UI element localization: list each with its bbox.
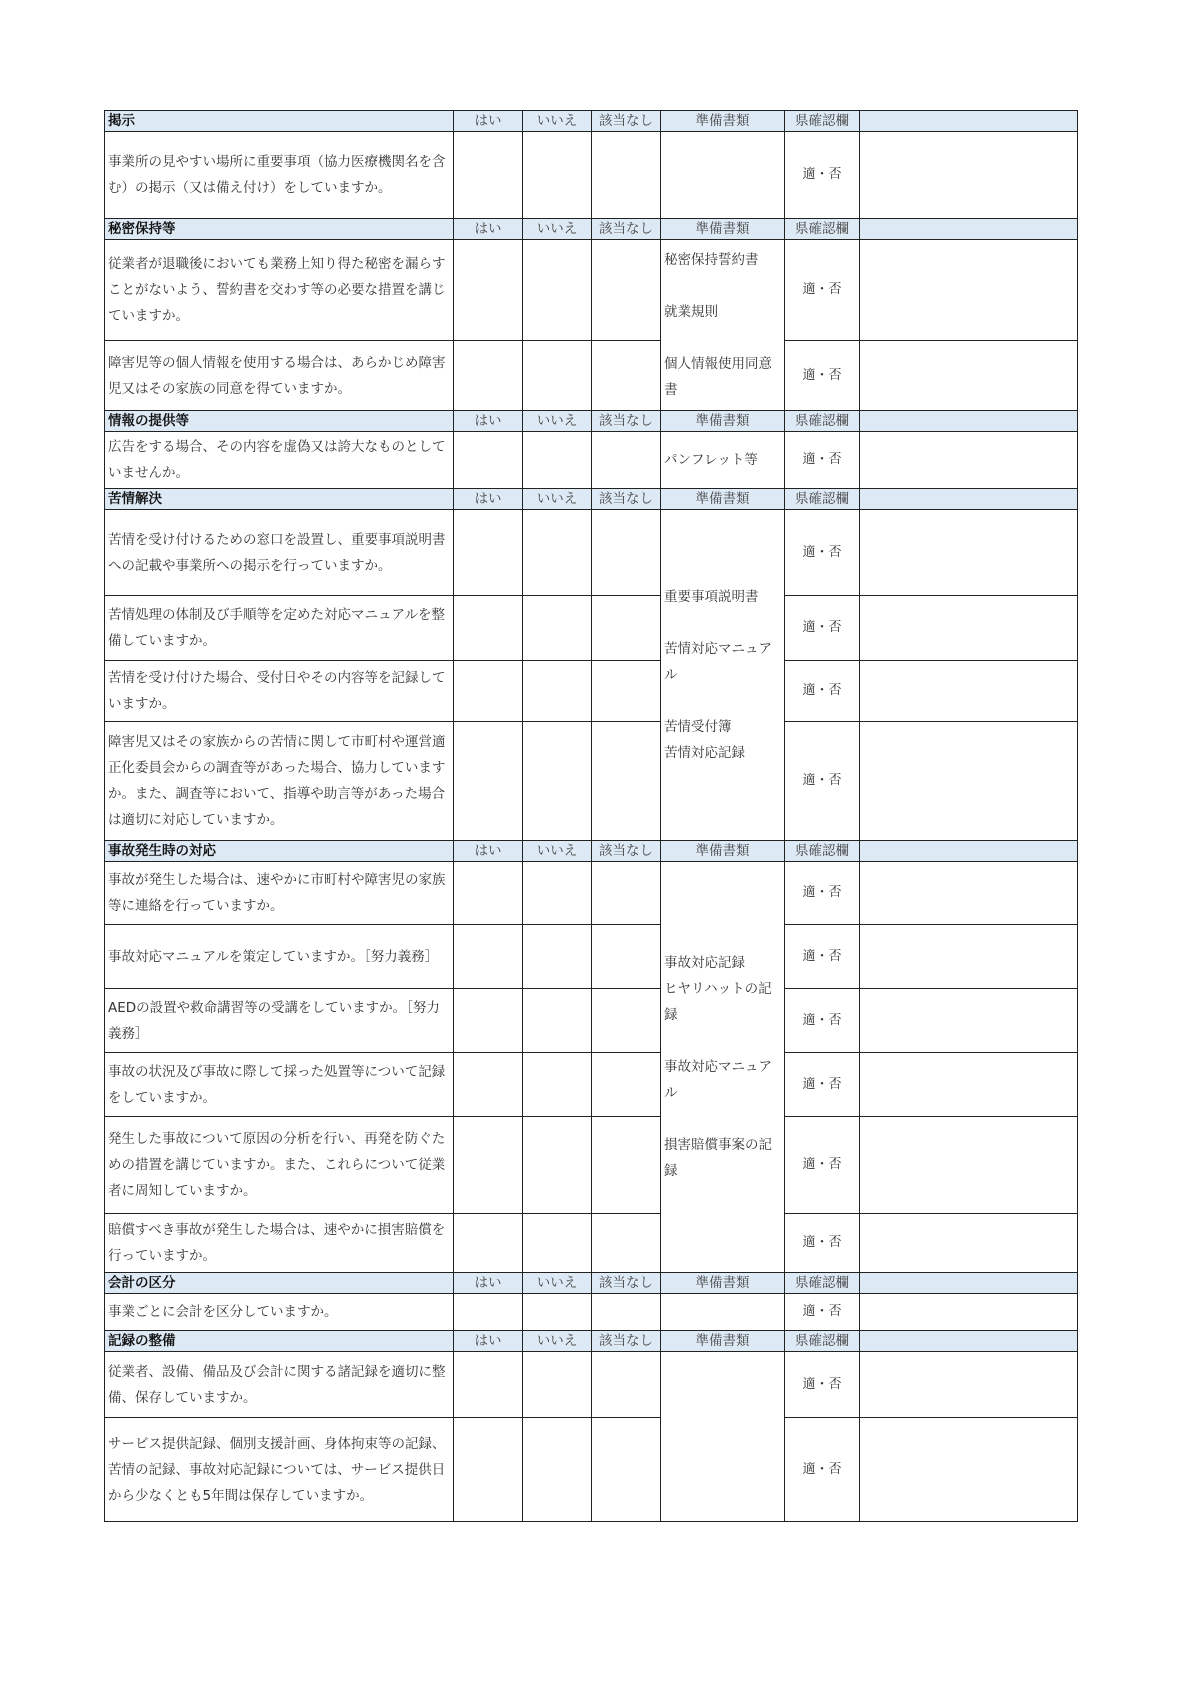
header-no: いいえ xyxy=(523,111,592,132)
question-text: 事故が発生した場合は、速やかに市町村や障害児の家族等に連絡を行っていますか。 xyxy=(105,862,454,925)
header-documents: 準備書類 xyxy=(661,1273,785,1294)
header-no: いいえ xyxy=(523,841,592,862)
header-remarks xyxy=(860,489,1078,510)
remarks-cell[interactable] xyxy=(860,432,1078,489)
no-cell[interactable] xyxy=(523,240,592,341)
remarks-cell[interactable] xyxy=(860,1053,1078,1117)
required-documents: 重要事項説明書 苦情対応マニュアル 苦情受付簿 苦情対応記録 xyxy=(661,510,785,841)
required-documents: 秘密保持誓約書 就業規則 個人情報使用同意書 xyxy=(661,240,785,411)
section-header-row xyxy=(105,489,1078,510)
yes-cell[interactable] xyxy=(454,510,523,596)
table-row xyxy=(105,925,1078,989)
header-no: いいえ xyxy=(523,1273,592,1294)
header-remarks xyxy=(860,841,1078,862)
table-row xyxy=(105,510,1078,596)
table-row xyxy=(105,1294,1078,1331)
remarks-cell[interactable] xyxy=(860,1214,1078,1273)
header-not-applicable: 該当なし xyxy=(592,489,661,510)
no-cell[interactable] xyxy=(523,432,592,489)
header-not-applicable: 該当なし xyxy=(592,1273,661,1294)
header-prefecture-check: 県確認欄 xyxy=(785,219,860,240)
no-cell[interactable] xyxy=(523,722,592,841)
header-remarks xyxy=(860,219,1078,240)
question-text: サービス提供記録、個別支援計画、身体拘束等の記録、苦情の記録、事故対応記録については、サービス提供日から少なくとも5年間は保存していますか。 xyxy=(105,1418,454,1522)
prefecture-check[interactable]: 適・否 xyxy=(785,1352,860,1418)
no-cell[interactable] xyxy=(523,1117,592,1214)
section-title: 苦情解決 xyxy=(105,489,454,510)
question-text: 発生した事故について原因の分析を行い、再発を防ぐための措置を講じていますか。また、これらについて従業者に周知していますか。 xyxy=(105,1117,454,1214)
required-documents: パンフレット等 xyxy=(661,432,785,489)
yes-cell[interactable] xyxy=(454,132,523,219)
self-inspection-table xyxy=(104,110,1078,1522)
prefecture-check[interactable]: 適・否 xyxy=(785,1294,860,1331)
question-text: 障害児又はその家族からの苦情に関して市町村や運営適正化委員会からの調査等があった場合、協力していますか。また、調査等において、指導や助言等があった場合は適切に対応していますか。 xyxy=(105,722,454,841)
header-documents: 準備書類 xyxy=(661,219,785,240)
header-prefecture-check: 県確認欄 xyxy=(785,411,860,432)
table-row xyxy=(105,132,1078,219)
header-yes: はい xyxy=(454,111,523,132)
not-applicable-cell[interactable] xyxy=(592,1352,661,1418)
yes-cell[interactable] xyxy=(454,240,523,341)
table-row xyxy=(105,341,1078,411)
header-remarks xyxy=(860,411,1078,432)
section-title: 事故発生時の対応 xyxy=(105,841,454,862)
question-text: 事業所の見やすい場所に重要事項（協力医療機関名を含む）の掲示（又は備え付け）をしていますか。 xyxy=(105,132,454,219)
header-documents: 準備書類 xyxy=(661,411,785,432)
yes-cell[interactable] xyxy=(454,1294,523,1331)
prefecture-check[interactable]: 適・否 xyxy=(785,1418,860,1522)
prefecture-check[interactable]: 適・否 xyxy=(785,432,860,489)
not-applicable-cell[interactable] xyxy=(592,1214,661,1273)
not-applicable-cell[interactable] xyxy=(592,132,661,219)
no-cell[interactable] xyxy=(523,925,592,989)
header-documents: 準備書類 xyxy=(661,111,785,132)
header-remarks xyxy=(860,1273,1078,1294)
required-documents xyxy=(661,132,785,219)
header-not-applicable: 該当なし xyxy=(592,219,661,240)
prefecture-check[interactable]: 適・否 xyxy=(785,240,860,341)
no-cell[interactable] xyxy=(523,1418,592,1522)
table-row xyxy=(105,240,1078,341)
header-not-applicable: 該当なし xyxy=(592,1331,661,1352)
no-cell[interactable] xyxy=(523,661,592,722)
prefecture-check[interactable]: 適・否 xyxy=(785,722,860,841)
table-row xyxy=(105,989,1078,1053)
question-text: 従業者、設備、備品及び会計に関する諸記録を適切に整備、保存していますか。 xyxy=(105,1352,454,1418)
yes-cell[interactable] xyxy=(454,596,523,661)
header-documents: 準備書類 xyxy=(661,489,785,510)
yes-cell[interactable] xyxy=(454,1214,523,1273)
no-cell[interactable] xyxy=(523,1294,592,1331)
section-header-row xyxy=(105,411,1078,432)
remarks-cell[interactable] xyxy=(860,862,1078,925)
section-header-row xyxy=(105,111,1078,132)
not-applicable-cell[interactable] xyxy=(592,722,661,841)
prefecture-check[interactable]: 適・否 xyxy=(785,862,860,925)
table-row xyxy=(105,1214,1078,1273)
yes-cell[interactable] xyxy=(454,341,523,411)
not-applicable-cell[interactable] xyxy=(592,1117,661,1214)
header-prefecture-check: 県確認欄 xyxy=(785,489,860,510)
no-cell[interactable] xyxy=(523,1352,592,1418)
prefecture-check[interactable]: 適・否 xyxy=(785,1117,860,1214)
remarks-cell[interactable] xyxy=(860,510,1078,596)
remarks-cell[interactable] xyxy=(860,1117,1078,1214)
not-applicable-cell[interactable] xyxy=(592,510,661,596)
yes-cell[interactable] xyxy=(454,1117,523,1214)
header-prefecture-check: 県確認欄 xyxy=(785,1331,860,1352)
header-yes: はい xyxy=(454,1273,523,1294)
question-text: 苦情を受け付けるための窓口を設置し、重要事項説明書への記載や事業所への掲示を行っていますか。 xyxy=(105,510,454,596)
not-applicable-cell[interactable] xyxy=(592,596,661,661)
header-documents: 準備書類 xyxy=(661,841,785,862)
question-text: 事業ごとに会計を区分していますか。 xyxy=(105,1294,454,1331)
table-row xyxy=(105,596,1078,661)
header-documents: 準備書類 xyxy=(661,1331,785,1352)
not-applicable-cell[interactable] xyxy=(592,341,661,411)
header-remarks xyxy=(860,111,1078,132)
remarks-cell[interactable] xyxy=(860,925,1078,989)
not-applicable-cell[interactable] xyxy=(592,925,661,989)
section-title: 会計の区分 xyxy=(105,1273,454,1294)
yes-cell[interactable] xyxy=(454,862,523,925)
section-header-row xyxy=(105,219,1078,240)
not-applicable-cell[interactable] xyxy=(592,240,661,341)
header-no: いいえ xyxy=(523,489,592,510)
yes-cell[interactable] xyxy=(454,925,523,989)
no-cell[interactable] xyxy=(523,989,592,1053)
section-title: 秘密保持等 xyxy=(105,219,454,240)
question-text: 事故対応マニュアルを策定していますか。［努力義務］ xyxy=(105,925,454,989)
required-documents: 事故対応記録 ヒヤリハットの記録 事故対応マニュアル 損害賠償事案の記録 xyxy=(661,862,785,1273)
section-title: 掲示 xyxy=(105,111,454,132)
header-no: いいえ xyxy=(523,411,592,432)
remarks-cell[interactable] xyxy=(860,240,1078,341)
prefecture-check[interactable]: 適・否 xyxy=(785,925,860,989)
not-applicable-cell[interactable] xyxy=(592,1053,661,1117)
prefecture-check[interactable]: 適・否 xyxy=(785,596,860,661)
table-row xyxy=(105,1117,1078,1214)
not-applicable-cell[interactable] xyxy=(592,1418,661,1522)
section-header-row xyxy=(105,1273,1078,1294)
prefecture-check[interactable]: 適・否 xyxy=(785,661,860,722)
remarks-cell[interactable] xyxy=(860,1352,1078,1418)
yes-cell[interactable] xyxy=(454,432,523,489)
no-cell[interactable] xyxy=(523,341,592,411)
yes-cell[interactable] xyxy=(454,1418,523,1522)
remarks-cell[interactable] xyxy=(860,661,1078,722)
question-text: 従業者が退職後においても業務上知り得た秘密を漏らすことがないよう、誓約書を交わす等の必要な措置を講じていますか。 xyxy=(105,240,454,341)
table-row xyxy=(105,432,1078,489)
yes-cell[interactable] xyxy=(454,989,523,1053)
question-text: 事故の状況及び事故に際して採った処置等について記録をしていますか。 xyxy=(105,1053,454,1117)
question-text: 苦情を受け付けた場合、受付日やその内容等を記録していますか。 xyxy=(105,661,454,722)
question-text: 障害児等の個人情報を使用する場合は、あらかじめ障害児又はその家族の同意を得ていますか。 xyxy=(105,341,454,411)
table-row xyxy=(105,1418,1078,1522)
header-prefecture-check: 県確認欄 xyxy=(785,1273,860,1294)
yes-cell[interactable] xyxy=(454,1352,523,1418)
not-applicable-cell[interactable] xyxy=(592,862,661,925)
not-applicable-cell[interactable] xyxy=(592,989,661,1053)
remarks-cell[interactable] xyxy=(860,341,1078,411)
header-yes: はい xyxy=(454,411,523,432)
no-cell[interactable] xyxy=(523,1214,592,1273)
no-cell[interactable] xyxy=(523,132,592,219)
header-not-applicable: 該当なし xyxy=(592,111,661,132)
remarks-cell[interactable] xyxy=(860,1418,1078,1522)
header-yes: はい xyxy=(454,841,523,862)
section-header-row xyxy=(105,1331,1078,1352)
no-cell[interactable] xyxy=(523,1053,592,1117)
required-documents xyxy=(661,1294,785,1331)
no-cell[interactable] xyxy=(523,596,592,661)
header-prefecture-check: 県確認欄 xyxy=(785,111,860,132)
header-not-applicable: 該当なし xyxy=(592,411,661,432)
header-yes: はい xyxy=(454,219,523,240)
header-not-applicable: 該当なし xyxy=(592,841,661,862)
header-yes: はい xyxy=(454,489,523,510)
not-applicable-cell[interactable] xyxy=(592,1294,661,1331)
yes-cell[interactable] xyxy=(454,661,523,722)
table-row xyxy=(105,1053,1078,1117)
header-remarks xyxy=(860,1331,1078,1352)
not-applicable-cell[interactable] xyxy=(592,661,661,722)
table-row xyxy=(105,722,1078,841)
question-text: 賠償すべき事故が発生した場合は、速やかに損害賠償を行っていますか。 xyxy=(105,1214,454,1273)
yes-cell[interactable] xyxy=(454,1053,523,1117)
remarks-cell[interactable] xyxy=(860,132,1078,219)
question-text: 広告をする場合、その内容を虚偽又は誇大なものとしていませんか。 xyxy=(105,432,454,489)
header-no: いいえ xyxy=(523,219,592,240)
header-yes: はい xyxy=(454,1331,523,1352)
remarks-cell[interactable] xyxy=(860,722,1078,841)
prefecture-check[interactable]: 適・否 xyxy=(785,1214,860,1273)
required-documents xyxy=(661,1352,785,1522)
yes-cell[interactable] xyxy=(454,722,523,841)
table-row xyxy=(105,862,1078,925)
remarks-cell[interactable] xyxy=(860,1294,1078,1331)
prefecture-check[interactable]: 適・否 xyxy=(785,989,860,1053)
remarks-cell[interactable] xyxy=(860,596,1078,661)
no-cell[interactable] xyxy=(523,510,592,596)
section-title: 記録の整備 xyxy=(105,1331,454,1352)
prefecture-check[interactable]: 適・否 xyxy=(785,132,860,219)
header-prefecture-check: 県確認欄 xyxy=(785,841,860,862)
section-header-row xyxy=(105,841,1078,862)
prefecture-check[interactable]: 適・否 xyxy=(785,510,860,596)
table-row xyxy=(105,1352,1078,1418)
prefecture-check[interactable]: 適・否 xyxy=(785,1053,860,1117)
prefecture-check[interactable]: 適・否 xyxy=(785,341,860,411)
question-text: 苦情処理の体制及び手順等を定めた対応マニュアルを整備していますか。 xyxy=(105,596,454,661)
table-row xyxy=(105,661,1078,722)
no-cell[interactable] xyxy=(523,862,592,925)
header-no: いいえ xyxy=(523,1331,592,1352)
section-title: 情報の提供等 xyxy=(105,411,454,432)
question-text: AEDの設置や救命講習等の受講をしていますか。［努力義務］ xyxy=(105,989,454,1053)
remarks-cell[interactable] xyxy=(860,989,1078,1053)
not-applicable-cell[interactable] xyxy=(592,432,661,489)
